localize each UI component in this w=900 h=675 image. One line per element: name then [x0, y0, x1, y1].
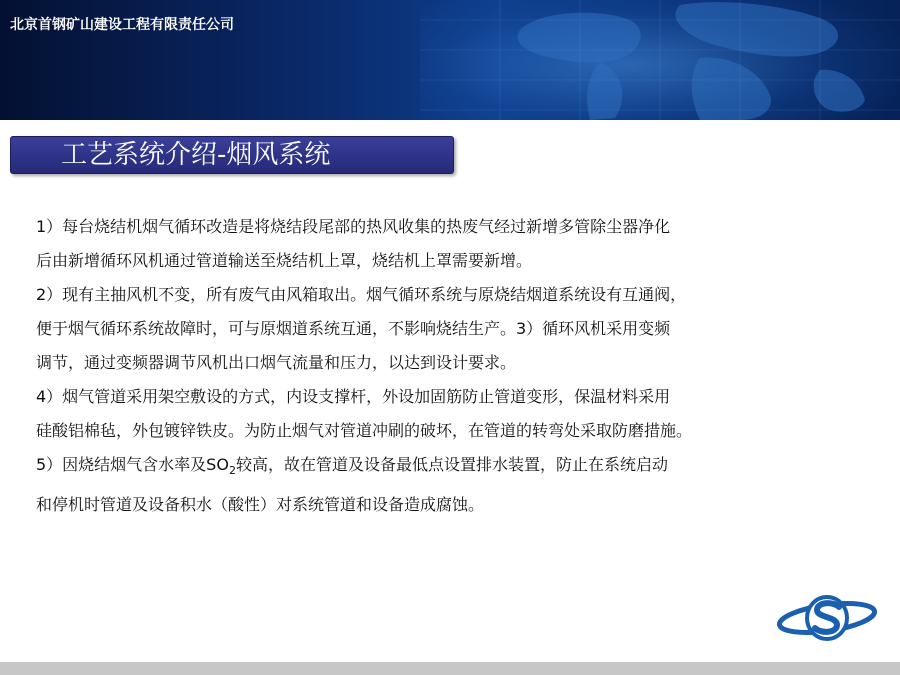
- body-line: 2）现有主抽风机不变，所有废气由风箱取出。烟气循环系统与原烧结烟道系统设有互通阀，: [36, 285, 687, 304]
- so2-subscript: 2: [228, 464, 236, 478]
- section-title-box: [10, 136, 454, 174]
- body-line: 便于烟气循环系统故障时，可与原烟道系统互通，不影响烧结生产。3）循环风机采用变频: [36, 319, 671, 338]
- body-line: 硅酸铝棉毡，外包镀锌铁皮。为防止烟气对管道冲刷的破坏，在管道的转弯处采取防磨措施。: [36, 421, 693, 440]
- header-banner: [0, 0, 900, 120]
- body-text: [36, 210, 866, 522]
- company-name: 北京首钢矿山建设工程有限责任公司: [10, 17, 234, 33]
- footer-bar: [0, 662, 900, 675]
- body-line: 和停机时管道及设备积水（酸性）对系统管道和设备造成腐蚀。: [36, 495, 485, 515]
- body-line: 后由新增循环风机通过管道输送至烧结机上罩，烧结机上罩需要新增。: [36, 251, 533, 270]
- body-line-so2-after: 较高，故在管道及设备最低点设置排水装置，防止在系统启动: [235, 455, 668, 474]
- body-line: 1）每台烧结机烟气循环改造是将烧结段尾部的热风收集的热废气经过新增多管除尘器净化: [36, 217, 671, 236]
- company-logo-icon: [775, 588, 880, 648]
- body-line-so2: [36, 448, 866, 488]
- body-line-so2-before: 5）因烧结烟气含水率及SO: [36, 455, 229, 474]
- body-line: 调节，通过变频器调节风机出口烟气流量和压力，以达到设计要求。: [36, 353, 517, 372]
- section-title: 工艺系统介绍-烟风系统: [61, 140, 331, 170]
- body-line: 4）烟气管道采用架空敷设的方式，内设支撑杆，外设加固筋防止管道变形，保温材料采用: [36, 387, 671, 406]
